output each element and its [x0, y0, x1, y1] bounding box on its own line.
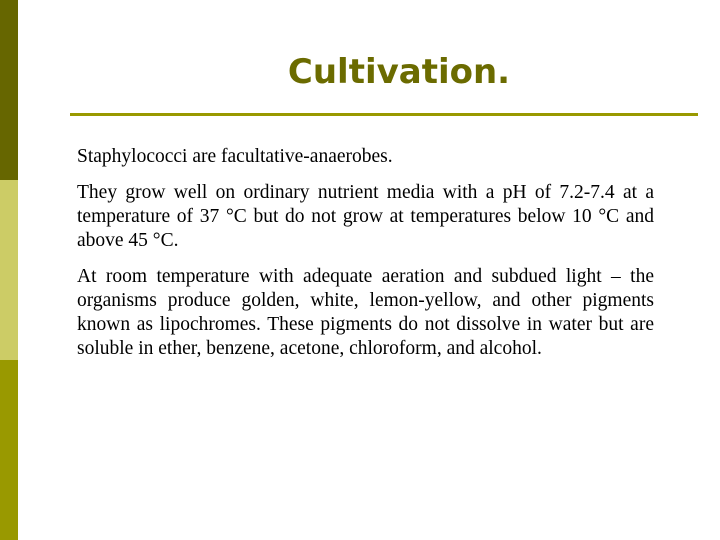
- paragraph-pigments: At room temperature with adequate aeration and subdued light – the organisms produce golden, white, lemon-yellow, and other pigments known as lipochromes. These pigments do not dissolve in water but are soluble in ether, benzene, acetone, chloroform, and alcohol.: [77, 266, 654, 359]
- slide-title: Cultivation.: [287, 52, 511, 92]
- title-underline: [70, 113, 698, 116]
- paragraph-anaerobes: Staphylococci are facultative-anaerobes.: [77, 146, 393, 167]
- slide-body: [77, 145, 654, 373]
- side-band-middle: [0, 180, 18, 360]
- side-band-top: [0, 0, 18, 180]
- paragraph-growth-conditions: They grow well on ordinary nutrient media with a pH of 7.2-7.4 at a temperature of 37 °C but do not grow at temperatures below 10 °C and above 45 °C.: [77, 182, 654, 251]
- side-band-bottom: [0, 360, 18, 540]
